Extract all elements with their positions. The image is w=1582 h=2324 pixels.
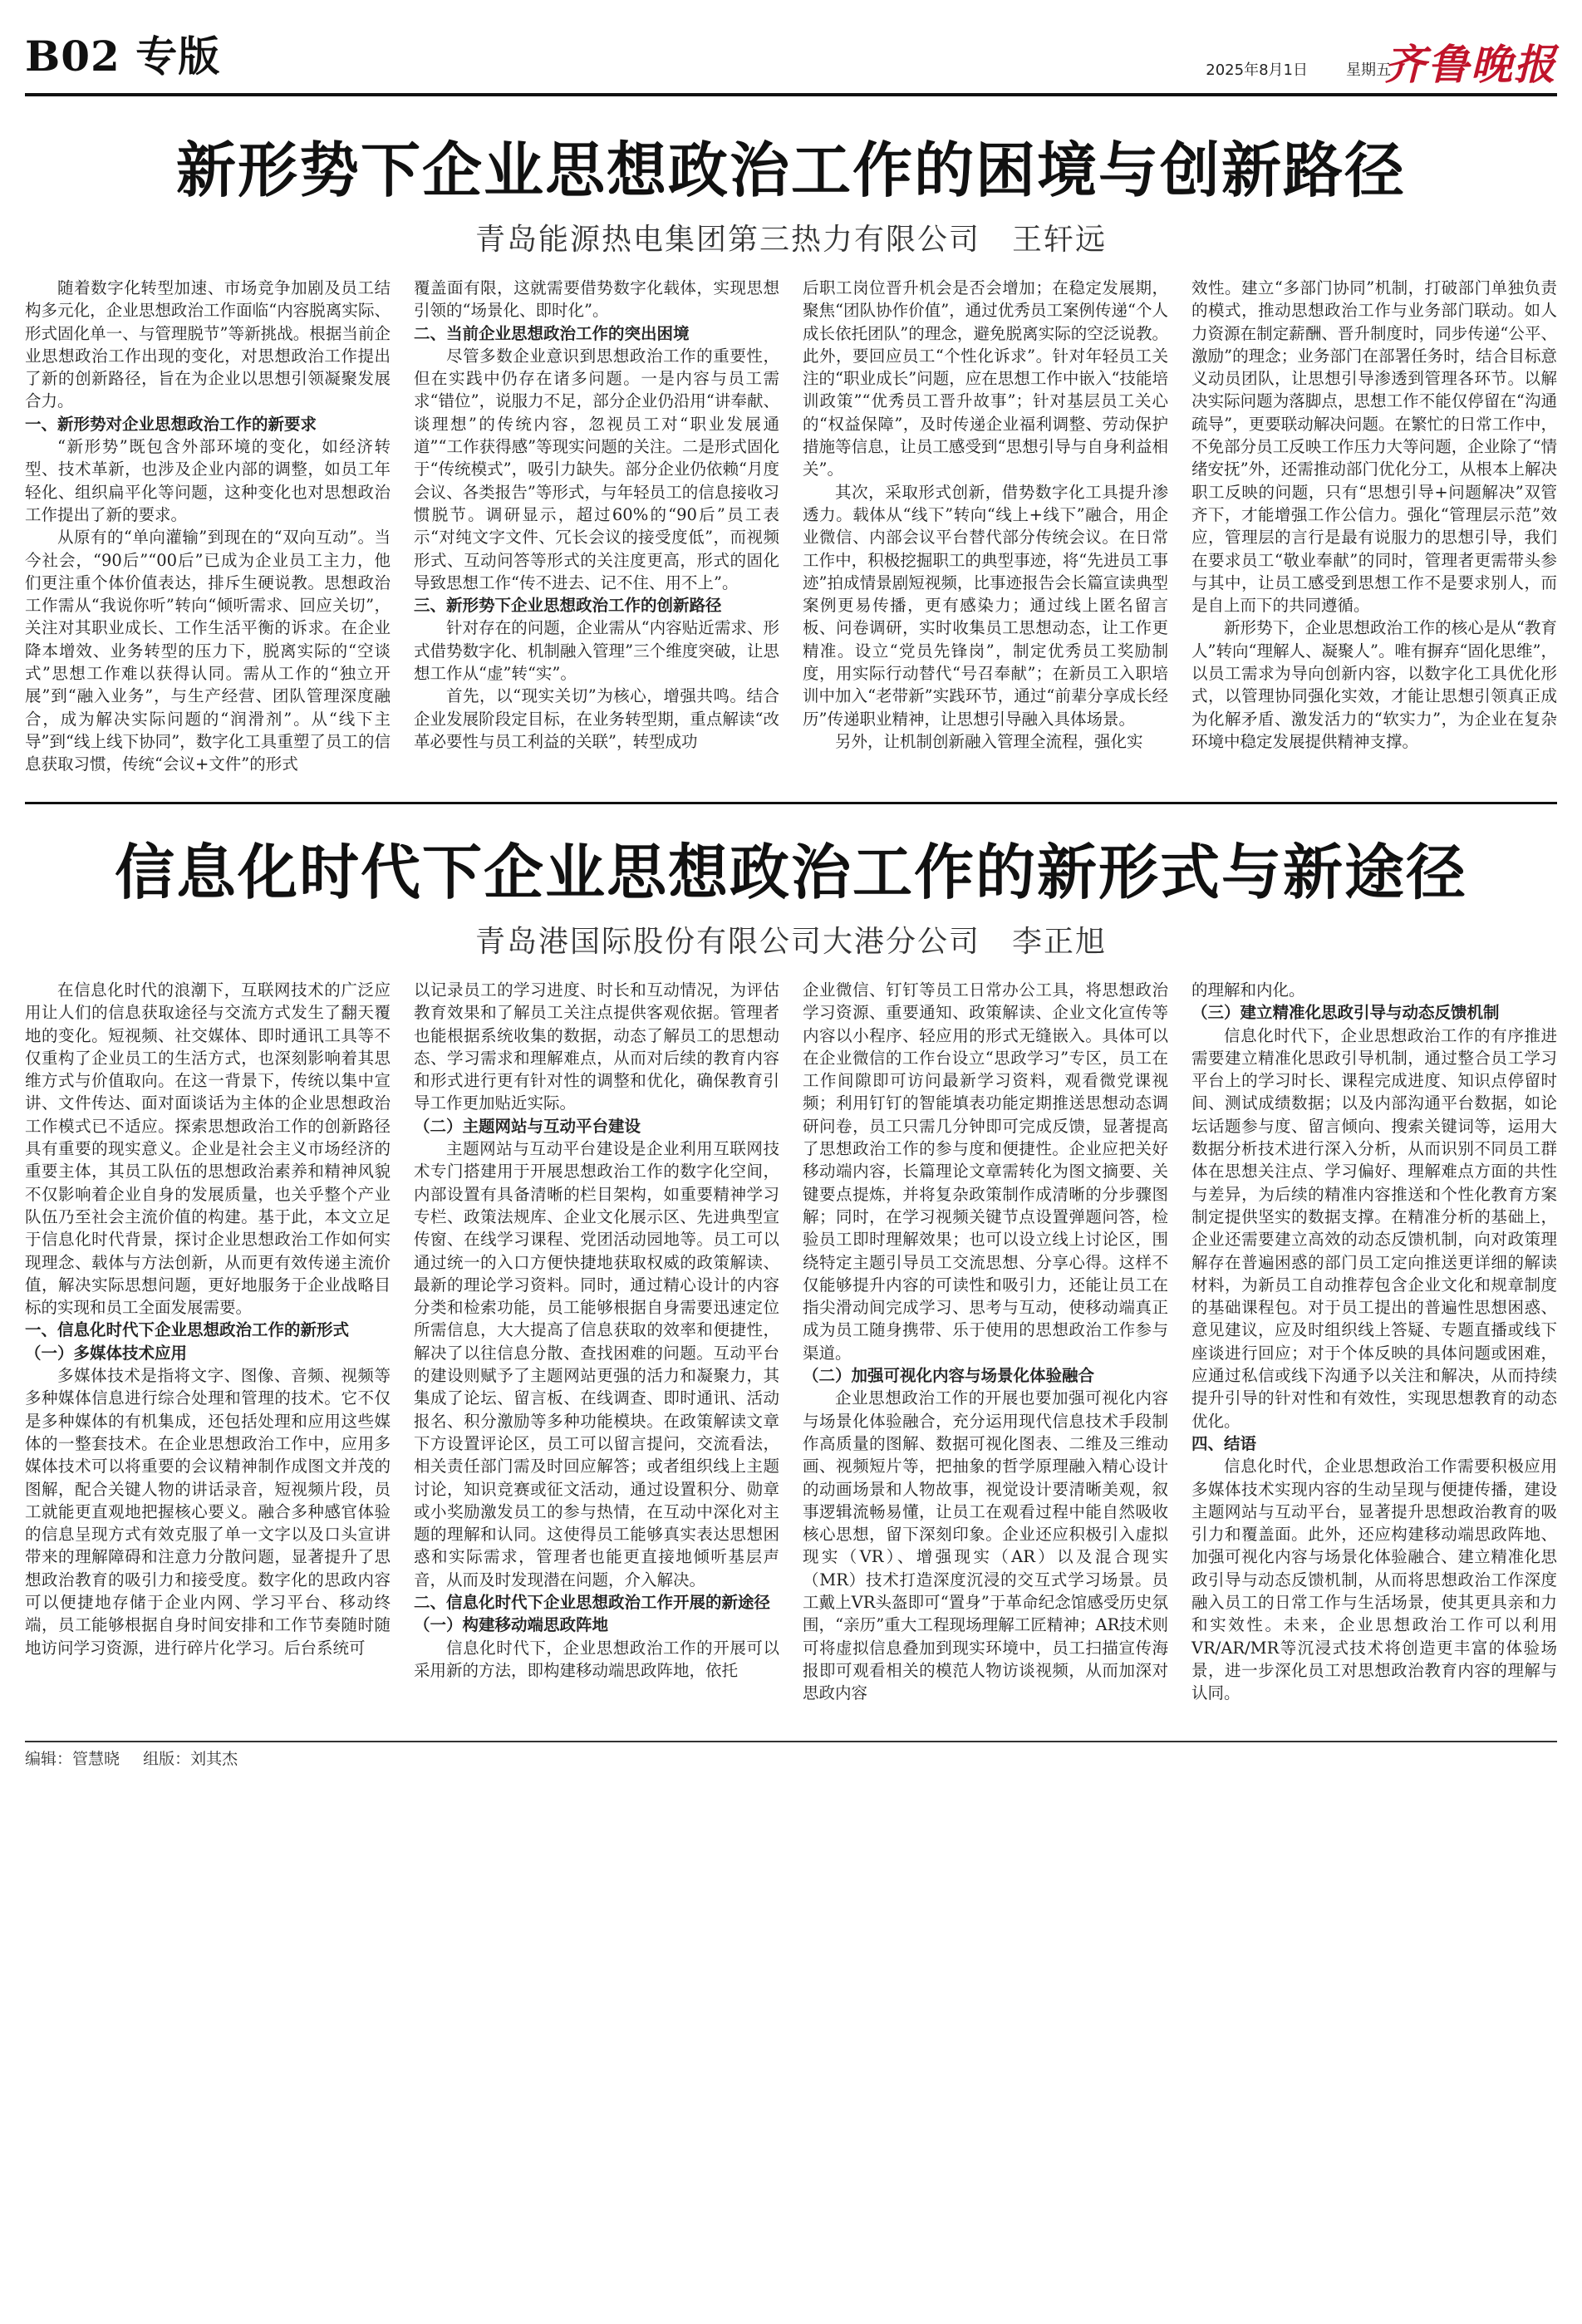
editor-credit: 编辑：管慧晓 bbox=[25, 1750, 120, 1768]
issue-date: 2025年8月1日 bbox=[1206, 61, 1308, 79]
article-2-byline: 青岛港国际股份有限公司大港分公司 李正旭 bbox=[474, 925, 1107, 959]
section-heading: （三）建立精准化思政引导与动态反馈机制 bbox=[1191, 1003, 1500, 1023]
article-1-columns bbox=[25, 277, 1557, 776]
paragraph: 在信息化时代的浪潮下，互联网技术的广泛应用让人们的信息获取途径与交流方式发生了翻天覆地的变化。短视频、社交媒体、即时通讯工具等不仅重构了企业员工的生活方式，也深刻影响着其思维方式与价值取向。在这一背景下，传统以集中宣讲、文件传达、面对面谈话为主体的企业思想政治工作模式已不适应。探索思想政治工作的创新路径具有重要的现实意义。企业是社会主义市场经济的重要主体，其员工队伍的思想政治素养和精神风貌不仅影响着企业自身的发展质量，也关乎整个产业队伍乃至社会主流价值的构建。基于此，本文立足于信息化时代背景，探讨企业思想政治工作如何实现理念、载体与方法创新，从而更有效传递主流价值，解决实际思想问题，更好地服务于企业战略目标的实现和员工全面发展需要。 bbox=[25, 980, 391, 1318]
paragraph: 多媒体技术是指将文字、图像、音频、视频等多种媒体信息进行综合处理和管理的技术。它不仅是多种媒体的有机集成，还包括处理和应用这些媒体的一整套技术。在企业思想政治工作中，应用多媒体技术可以将重要的会议精神制作成图文并茂的图解，配合关键人物的讲话录音，短视频片段，员工就能更直观地把握核心要义。融合多种感官体验的信息呈现方式有效克服了单一文字以及口头宣讲带来的理解障碍和注意力分散问题，显著提升了思想政治教育的吸引力和接受度。数字化的思政内容可以便捷地存储于企业内网、学习平台、移动终端，员工能够根据自身时间安排和工作节奏随时随地访问学习资源，进行碎片化学习。后台系统可 bbox=[25, 1366, 391, 1658]
paragraph: 后职工岗位晋升机会是否会增加；在稳定发展期，聚焦“团队协作价值”，通过优秀员工案例传递“个人成长依托团队”的理念，避免脱离实际的空泛说教。此外，要回应员工“个性化诉求”。针对年轻员工关注的“职业成长”问题，应在思想工作中嵌入“技能培训政策”“优秀员工晋升故事”；针对基层员工关心的“权益保障”，及时传递企业福利调整、劳动保护措施等信息，让员工感受到“思想引导与自身利益相关”。 bbox=[803, 278, 1168, 479]
article-2-columns bbox=[25, 979, 1557, 1705]
layout-credit: 组版：刘其杰 bbox=[143, 1750, 238, 1768]
paragraph: 针对存在的问题，企业需从“内容贴近需求、形式借势数字化、机制融入管理”三个维度突破，让思想工作从“虚”转“实”。 bbox=[414, 618, 779, 684]
paragraph: 覆盖面有限，这就需要借势数字化载体，实现思想引领的“场景化、即时化”。 bbox=[414, 278, 779, 321]
article-2 bbox=[25, 818, 1557, 1716]
paragraph: “新形势”既包含外部环境的变化，如经济转型、技术革新，也涉及企业内部的调整，如员工年轻化、组织扁平化等问题，这种变化也对思想政治工作提出了新的要求。 bbox=[25, 437, 391, 524]
paragraph: 信息化时代下，企业思想政治工作的有序推进需要建立精准化思政引导机制，通过整合员工学习平台上的学习时长、课程完成进度、知识点停留时间、测试成绩数据；以及内部沟通平台数据，如论坛话题参与度、留言倾向、搜索关键词等，运用大数据分析技术进行深入分析，从而识别不同员工群体在思想关注点、学习偏好、理解难点方面的共性与差异，为后续的精准内容推送和个性化教育方案制定提供坚实的数据支撑。在精准分析的基础上，企业还需要建立高效的动态反馈机制，向对政策理解存在普遍困惑的部门员工定向推送更详细的解读材料，为新员工自动推荐包含企业文化和规章制度的基础课程包。对于员工提出的普遍性思想困惑、意见建议，应及时组织线上答疑、专题直播或线下座谈进行回应；对于个体反映的具体问题或困难，应通过私信或线下沟通予以关注和解决，从而持续提升引导的针对性和有效性，实现思想教育的动态优化。 bbox=[1191, 1025, 1557, 1431]
paragraph: 效性。建立“多部门协同”机制，打破部门单独负责的模式，推动思想政治工作与业务部门联动。如人力资源在制定薪酬、晋升制度时，同步传递“公平、激励”的理念；业务部门在部署任务时，结合目标意义动员团队，让思想引导渗透到管理各环节。以解决实际问题为落脚点，思想工作不能仅停留在“沟通疏导”，更要联动解决问题。在繁忙的日常工作中，不免部分员工反映工作压力大等问题，企业除了“情绪安抚”外，还需推动部门优化分工，从根本上解决职工反映的问题，只有“思想引导+问题解决”双管齐下，才能增强工作公信力。强化“管理层示范”效应，管理层的言行是最有说服力的思想引导，我们在要求员工“敬业奉献”的同时，管理者更需带头参与其中，让员工感受到思想工作不是要求别人，而是自上而下的共同遵循。 bbox=[1191, 278, 1557, 616]
article2-column-4 bbox=[1191, 979, 1557, 1705]
paragraph: 以记录员工的学习进度、时长和互动情况，为评估教育效果和了解员工关注点提供客观依据。管理者也能根据系统收集的数据，动态了解员工的思想动态、学习需求和理解难点，从而对后续的教育内容和形式进行更有针对性的调整和优化，确保教育引导工作更加贴近实际。 bbox=[414, 980, 779, 1113]
issue-weekday: 星期五 bbox=[1346, 61, 1391, 79]
article1-column-4 bbox=[1191, 277, 1557, 776]
article1-column-2 bbox=[414, 277, 779, 776]
section-heading: 三、新形势下企业思想政治工作的创新路径 bbox=[414, 596, 722, 616]
paragraph: 新形势下，企业思想政治工作的核心是从“教育人”转向“理解人、凝聚人”。唯有摒弃“固化思维”，以员工需求为导向创新内容，以数字化工具优化形式，以管理协同强化实效，才能让思想引领真正成为化解矛盾、激发活力的“软实力”，为企业在复杂环境中稳定发展提供精神支撑。 bbox=[1191, 618, 1557, 751]
article-divider bbox=[25, 802, 1557, 804]
article2-column-2 bbox=[414, 979, 779, 1705]
article1-column-3 bbox=[803, 277, 1168, 776]
paragraph: 随着数字化转型加速、市场竞争加剧及员工结构多元化，企业思想政治工作面临“内容脱离实际、形式固化单一、与管理脱节”等新挑战。根据当前企业思想政治工作出现的变化，对思想政治工作提出了新的创新路径，旨在为企业以思想引领凝聚发展合力。 bbox=[25, 278, 391, 411]
paragraph: 主题网站与互动平台建设是企业利用互联网技术专门搭建用于开展思想政治工作的数字化空间，内部设置有具备清晰的栏目架构，如重要精神学习专栏、政策法规库、企业文化展示区、先进典型宣传窗、在线学习课程、党团活动园地等。员工可以通过统一的入口方便快捷地获取权威的政策解读、最新的理论学习资料。同时，通过精心设计的内容分类和检索功能，员工能够根据自身需要迅速定位所需信息，大大提高了信息获取的效率和便捷性，解决了以往信息分散、查找困难的问题。互动平台的建设则赋予了主题网站更强的活力和凝聚力，其集成了论坛、留言板、在线调查、即时通讯、活动报名、积分激励等多种功能模块。在政策解读文章下方设置评论区，员工可以留言提问，交流看法，相关责任部门需及时回应解答；或者组织线上主题讨论，知识竞赛或征文活动，通过设置积分、勋章或小奖励激发员工的参与热情，在互动中深化对主题的理解和认同。这使得员工能够真实表达思想困惑和实际需求，管理者也能更直接地倾听基层声音，从而及时发现潜在问题，介入解决。 bbox=[414, 1139, 779, 1589]
article2-column-3 bbox=[803, 979, 1168, 1705]
section-heading: （二）主题网站与互动平台建设 bbox=[414, 1116, 641, 1136]
paragraph: 从原有的“单向灌输”到现在的“双向互动”。当今社会，“90后”“00后”已成为企业员工主力，他们更注重个体价值表达，排斥生硬说教。思想政治工作需从“我说你听”转向“倾听需求、回应关切”，关注对其职业成长、工作生活平衡的诉求。在企业降本增效、业务转型的压力下，脱离实际的“空谈式”思想工作难以获得认同。需从工作的“独立开展”到“融入业务”，与生产经营、团队管理深度融合，成为解决实际问题的“润滑剂”。从“线下主导”到“线上线下协同”，数字化工具重塑了员工的信息获取习惯，传统“会议+文件”的形式 bbox=[25, 528, 391, 774]
paragraph: 另外，让机制创新融入管理全流程，强化实 bbox=[835, 731, 1143, 751]
newspaper-logo: 齐鲁晚报 bbox=[1384, 40, 1557, 89]
paragraph: 的理解和内化。 bbox=[1191, 980, 1305, 1000]
article-2-title: 信息化时代下企业思想政治工作的新形式与新途径 bbox=[114, 837, 1467, 907]
page-footer bbox=[25, 1747, 256, 1769]
article-1-title: 新形势下企业思想政治工作的困境与创新路径 bbox=[175, 135, 1406, 205]
paragraph: 信息化时代下，企业思想政治工作的开展可以采用新的方法，即构建移动端思政阵地，依托 bbox=[414, 1638, 779, 1680]
section-heading: 一、新形势对企业思想政治工作的新要求 bbox=[25, 414, 317, 434]
paragraph: 尽管多数企业意识到思想政治工作的重要性，但在实践中仍存在诸多问题。一是内容与员工需求“错位”，说服力不足，部分企业仍沿用“讲奉献、谈理想”的传统内容，忽视员工对“职业发展通道”“工作获得感”等现实问题的关注。二是形式固化于“传统模式”，吸引力缺失。部分企业仍依赖“月度会议、各类报告”等形式，与年轻员工的信息接收习惯脱节。调研显示，超过60%的“90后”员工表示“对纯文字文件、冗长会议的接受度低”，而视频形式、互动问答等形式的关注度更高，形式的固化导致思想工作“传不进去、记不住、用不上”。 bbox=[414, 346, 779, 592]
page-code: B02 专版 bbox=[25, 32, 221, 81]
article-1-byline: 青岛能源热电集团第三热力有限公司 王轩远 bbox=[474, 223, 1107, 257]
section-heading: 二、信息化时代下企业思想政治工作开展的新途径 bbox=[414, 1593, 771, 1613]
article1-column-1 bbox=[25, 277, 391, 776]
section-heading: （一）构建移动端思政阵地 bbox=[414, 1615, 609, 1635]
section-heading: （一）多媒体技术应用 bbox=[25, 1343, 188, 1363]
page-header bbox=[25, 23, 1557, 90]
section-heading: 一、信息化时代下企业思想政治工作的新形式 bbox=[25, 1320, 350, 1340]
article2-column-1 bbox=[25, 979, 391, 1705]
section-heading: （二）加强可视化内容与场景化体验融合 bbox=[803, 1366, 1095, 1386]
paragraph: 信息化时代，企业思想政治工作需要积极应用多媒体技术实现内容的生动呈现与便捷传播，建设主题网站与互动平台，显著提升思想政治教育的吸引力和覆盖面。此外，还应构建移动端思政阵地、加强可视化内容与场景化体验融合、建立精准化思政引导与动态反馈机制，从而将思想政治工作深度融入员工的日常工作与生活场景，使其更具亲和力和实效性。未来，企业思想政治工作可以利用VR/AR/MR等沉浸式技术将创造更丰富的体验场景，进一步深化员工对思想政治教育内容的理解与认同。 bbox=[1191, 1457, 1557, 1703]
header-rule bbox=[25, 93, 1557, 96]
paragraph: 企业微信、钉钉等员工日常办公工具，将思想政治学习资源、重要通知、政策解读、企业文化宣传等内容以小程序、轻应用的形式无缝嵌入。具体可以在企业微信的工作台设立“思政学习”专区，员工在工作间隙即可访问最新学习资料，观看微党课视频；利用钉钉的智能填表功能定期推送思想动态调研问卷，员工只需几分钟即可完成反馈，显著提高了思想政治工作的参与度和便捷性。企业应把关好移动端内容，长篇理论文章需转化为图文摘要、关键要点提炼，并将复杂政策制作成清晰的分步骤图解；同时，在学习视频关键节点设置弹题问答，检验员工即时理解效果；也可以设立线上讨论区，围绕特定主题引导员工交流思想、分享心得。这样不仅能够提升内容的可读性和吸引力，还能让员工在指尖滑动间完成学习、思考与互动，使移动端真正成为员工随身携带、乐于使用的思想政治工作参与渠道。 bbox=[803, 980, 1168, 1363]
section-heading: 二、当前企业思想政治工作的突出困境 bbox=[414, 323, 690, 343]
paragraph: 首先，以“现实关切”为核心，增强共鸣。结合企业发展阶段定目标，在业务转型期，重点解读“改革必要性与员工利益的关联”，转型成功 bbox=[414, 686, 779, 751]
paragraph: 企业思想政治工作的开展也要加强可视化内容与场景化体验融合，充分运用现代信息技术手段制作高质量的图解、数据可视化图表、二维及三维动画、视频短片等，把抽象的哲学原理融入精心设计的动画场景和人物故事，视觉设计要清晰美观，叙事逻辑流畅易懂，让员工在观看过程中能自然吸收核心思想，留下深刻印象。企业还应积极引入虚拟现实（VR）、增强现实（AR）以及混合现实（MR）技术打造深度沉浸的交互式学习场景。员工戴上VR头盔即可“置身”于革命纪念馆感受历史氛围，“亲历”重大工程现场理解工匠精神；AR技术则可将虚拟信息叠加到现实环境中，员工扫描宣传海报即可观看相关的模范人物访谈视频，从而加深对思政内容 bbox=[803, 1388, 1168, 1703]
article-1 bbox=[25, 116, 1557, 798]
section-heading: 四、结语 bbox=[1191, 1433, 1257, 1453]
footer-rule bbox=[25, 1741, 1557, 1742]
paragraph: 其次，采取形式创新，借势数字化工具提升渗透力。载体从“线下”转向“线上+线下”融合，用企业微信、内部会议平台替代部分传统会议。在日常工作中，积极挖掘职工的典型事迹，将“先进员工事迹”拍成情景剧短视频，比事迹报告会长篇宣读典型案例更易传播，更有感染力；通过线上匿名留言板、问卷调研，实时收集员工思想动态，让工作更精准。设立“党员先锋岗”，制定优秀员工奖励制度，用实际行动替代“号召奉献”；在新员工入职培训中加入“老带新”实践环节，通过“前辈分享成长经历”传递职业精神，让思想引导融入具体场景。 bbox=[803, 482, 1168, 729]
